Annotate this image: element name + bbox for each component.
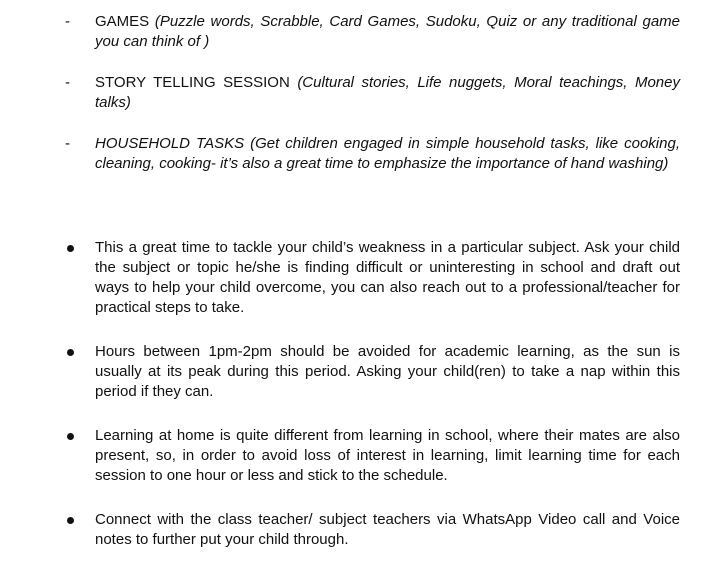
bullet-text: Hours between 1pm-2pm should be avoided for academic learning, as the sun is usually at its peak during this period. Asking your child(ren) to take a nap within this period if they can. (95, 343, 680, 400)
bullet-item-learning-time (65, 426, 680, 486)
dash-marker: - (65, 135, 70, 152)
item-heading: STORY TELLING SESSION (95, 74, 298, 91)
dash-marker: - (65, 74, 70, 91)
bullet-icon (67, 517, 74, 524)
dash-marker: - (65, 13, 70, 30)
bullet-item-hours (65, 342, 680, 402)
list-item-story-telling (65, 73, 680, 113)
bullet-icon (67, 433, 74, 440)
bullet-text: Learning at home is quite different from learning in school, where their mates are also present, so, in order to avoid loss of interest in learning, limit learning time for each session to one hour or less and stick to the schedule. (95, 427, 680, 484)
bullet-item-weakness (65, 238, 680, 318)
list-item-text (95, 12, 680, 52)
bullet-text: This a great time to tackle your child’s weakness in a particular subject. Ask your child the subject or topic he/she is finding difficult or uninteresting in school and draft out ways to help your child overcome, you can also reach out to a professional/teacher for practical steps to take. (95, 239, 680, 316)
item-detail: HOUSEHOLD TASKS (Get children engaged in simple household tasks, like cooking, cleaning, cooking- it’s also a great time to emphasize the importance of hand washing) (95, 135, 680, 172)
bullet-item-connect-teacher (65, 510, 680, 550)
bullet-icon (67, 349, 74, 356)
list-item-household-tasks (65, 134, 680, 174)
list-item-text (95, 134, 680, 174)
item-detail: (Cultural stories, Life nuggets, Moral teachings, Money talks) (95, 74, 680, 111)
bullet-icon (67, 245, 74, 252)
item-heading: GAMES (95, 13, 155, 30)
bullet-text: Connect with the class teacher/ subject teachers via WhatsApp Video call and Voice notes to further put your child through. (95, 511, 680, 548)
list-item-games (65, 12, 680, 52)
item-detail: (Puzzle words, Scrabble, Card Games, Sudoku, Quiz or any traditional game you can think of ) (95, 13, 680, 50)
list-item-text (95, 73, 680, 113)
